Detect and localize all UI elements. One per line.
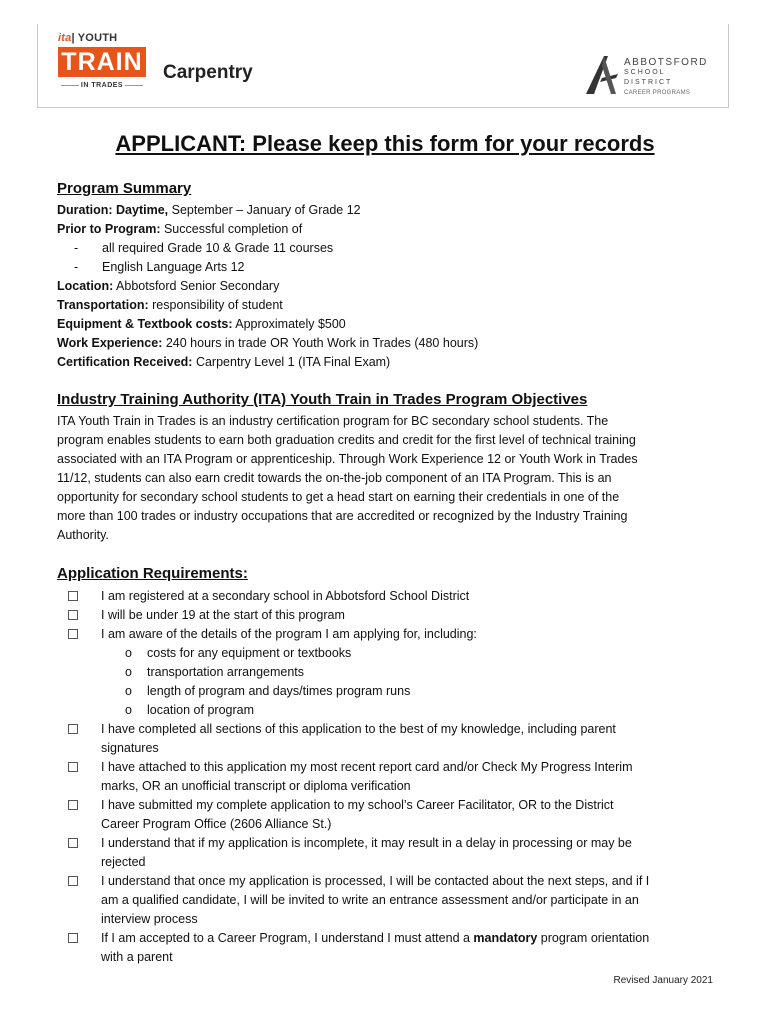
checkbox[interactable] [68,876,78,886]
district-a-mark-icon [582,52,622,96]
logo-in-trades-text: IN TRADES [80,82,124,89]
requirements-heading: Application Requirements: [57,565,248,582]
requirement-text: I will be under 19 at the start of this program [101,608,345,622]
checkbox[interactable] [68,610,78,620]
mandatory-emphasis: mandatory [473,931,538,945]
requirement-text: I have submitted my complete application to my school’s Career Facilitator, OR to the District [101,798,614,812]
certification-line [57,353,478,372]
checkbox[interactable] [68,591,78,601]
sub-bullet: o [125,684,132,698]
district-wordmark [624,58,714,98]
duration-value: September – January of Grade 12 [168,203,361,217]
prior-item: - English Language Arts 12 [74,260,245,274]
program-summary-heading: Program Summary [57,180,192,197]
equipment-label: Equipment & Textbook costs: [57,317,233,331]
requirement-text: I understand that once my application is processed, I will be contacted about the next steps, and if I [101,874,650,888]
duration-label: Duration: Daytime, [57,203,169,217]
requirement-item [57,758,727,796]
checkbox[interactable] [68,762,78,772]
checkbox[interactable] [68,933,78,943]
location-line [57,277,478,296]
requirement-text-part: program orientation [537,931,650,945]
prior-item: - all required Grade 10 & Grade 11 courses [74,241,334,255]
certification-value: Carpentry Level 1 (ITA Final Exam) [192,355,391,369]
ita-youth-train-logo [58,32,154,104]
location-value: Abbotsford Senior Secondary [113,279,280,293]
objectives-paragraph [57,412,717,545]
requirement-item [57,834,727,872]
equipment-line [57,315,478,334]
requirement-text: am a qualified candidate, I will be invited to write an entrance assessment and/or participate in an [101,893,639,907]
requirement-sub-item [57,663,727,682]
page-title: APPLICANT: Please keep this form for your records [115,131,655,156]
logo-in-trades [58,82,146,89]
sub-item-text: transportation arrangements [147,665,305,679]
transport-line [57,296,478,315]
requirement-sub-item [57,701,727,720]
objectives-line: 11/12, students can also earn credit towards the on-the-job component of an ITA Program. This is an [57,471,612,485]
requirement-text-part: If I am accepted to a Career Program, I understand I must attend a [101,931,474,945]
header-banner [37,24,729,108]
requirements-list [57,587,727,967]
objectives-line: ITA Youth Train in Trades is an industry certification program for BC secondary school students. The [57,414,609,428]
requirement-text: I have completed all sections of this application to the best of my knowledge, including parent [101,722,616,736]
requirement-item [57,929,727,967]
requirement-text: marks, OR an unofficial transcript or diploma verification [101,779,411,793]
requirement-sub-item [57,644,727,663]
equipment-value: Approximately $500 [232,317,346,331]
objectives-line: Authority. [57,528,109,542]
logo-top-line [58,32,154,44]
revision-note: Revised January 2021 [613,975,713,986]
prior-item-text: all required Grade 10 & Grade 11 courses [102,241,334,255]
requirement-text: I have attached to this application my most recent report card and/or Check My Progress Interim [101,760,633,774]
district-line-1: ABBOTSFORD [624,57,708,68]
logo-youth-text: | YOUTH [71,32,118,44]
certification-label: Certification Received: [57,355,193,369]
work-experience-value: 240 hours in trade OR Youth Work in Trades (480 hours) [162,336,479,350]
work-experience-line [57,334,478,353]
requirement-text: I am registered at a secondary school in Abbotsford School District [101,589,470,603]
requirement-text: I understand that if my application is incomplete, it may result in a delay in processing or may be [101,836,632,850]
requirement-item [57,606,727,625]
prior-value: Successful completion of [160,222,303,236]
objectives-heading: Industry Training Authority (ITA) Youth Train in Trades Program Objectives [57,391,588,408]
requirement-text: Career Program Office (2606 Alliance St.) [101,817,332,831]
checkbox[interactable] [68,800,78,810]
sub-bullet: o [125,665,132,679]
location-label: Location: [57,279,114,293]
checkbox[interactable] [68,629,78,639]
requirement-text: interview process [101,912,198,926]
logo-train-block: TRAIN [58,47,146,77]
checkbox[interactable] [68,724,78,734]
objectives-line: opportunity for secondary school students to get a head start on earning their credentials in one of the [57,490,620,504]
prior-label: Prior to Program: [57,222,161,236]
district-line-3: CAREER PROGRAMS [624,90,691,96]
checkbox[interactable] [68,838,78,848]
requirement-sub-item [57,682,727,701]
objectives-line: program enables students to earn both graduation credits and credit for the first level of technical training [57,433,636,447]
requirement-text [101,929,727,948]
logo-ita-text: ita [58,32,72,44]
program-name: Carpentry [163,62,253,83]
program-summary-list [57,201,478,372]
work-experience-label: Work Experience: [57,336,163,350]
requirement-item [57,720,727,758]
requirement-item [57,796,727,834]
prior-line [57,220,478,239]
requirement-text: rejected [101,855,146,869]
prior-item-text: English Language Arts 12 [102,260,245,274]
objectives-line: more than 100 trades or industry occupations that are accredited or recognized by the Industry Training [57,509,628,523]
requirement-text: signatures [101,741,159,755]
transport-label: Transportation: [57,298,149,312]
district-line-2: SCHOOL DISTRICT [624,69,673,86]
requirement-text: with a parent [101,950,173,964]
sub-bullet: o [125,646,132,660]
requirement-text: I am aware of the details of the program I am applying for, including: [101,627,477,641]
abbotsford-district-logo [582,52,714,96]
sub-item-text: location of program [147,703,255,717]
duration-line [57,201,478,220]
sub-item-text: costs for any equipment or textbooks [147,646,352,660]
requirement-item [57,587,727,606]
transport-value: responsibility of student [148,298,283,312]
sub-bullet: o [125,703,132,717]
sub-item-text: length of program and days/times program runs [147,684,411,698]
objectives-line: associated with an ITA Program or apprenticeship. Through Work Experience 12 or Youth Work in Trades [57,452,638,466]
requirement-item [57,625,727,644]
requirement-item [57,872,727,929]
